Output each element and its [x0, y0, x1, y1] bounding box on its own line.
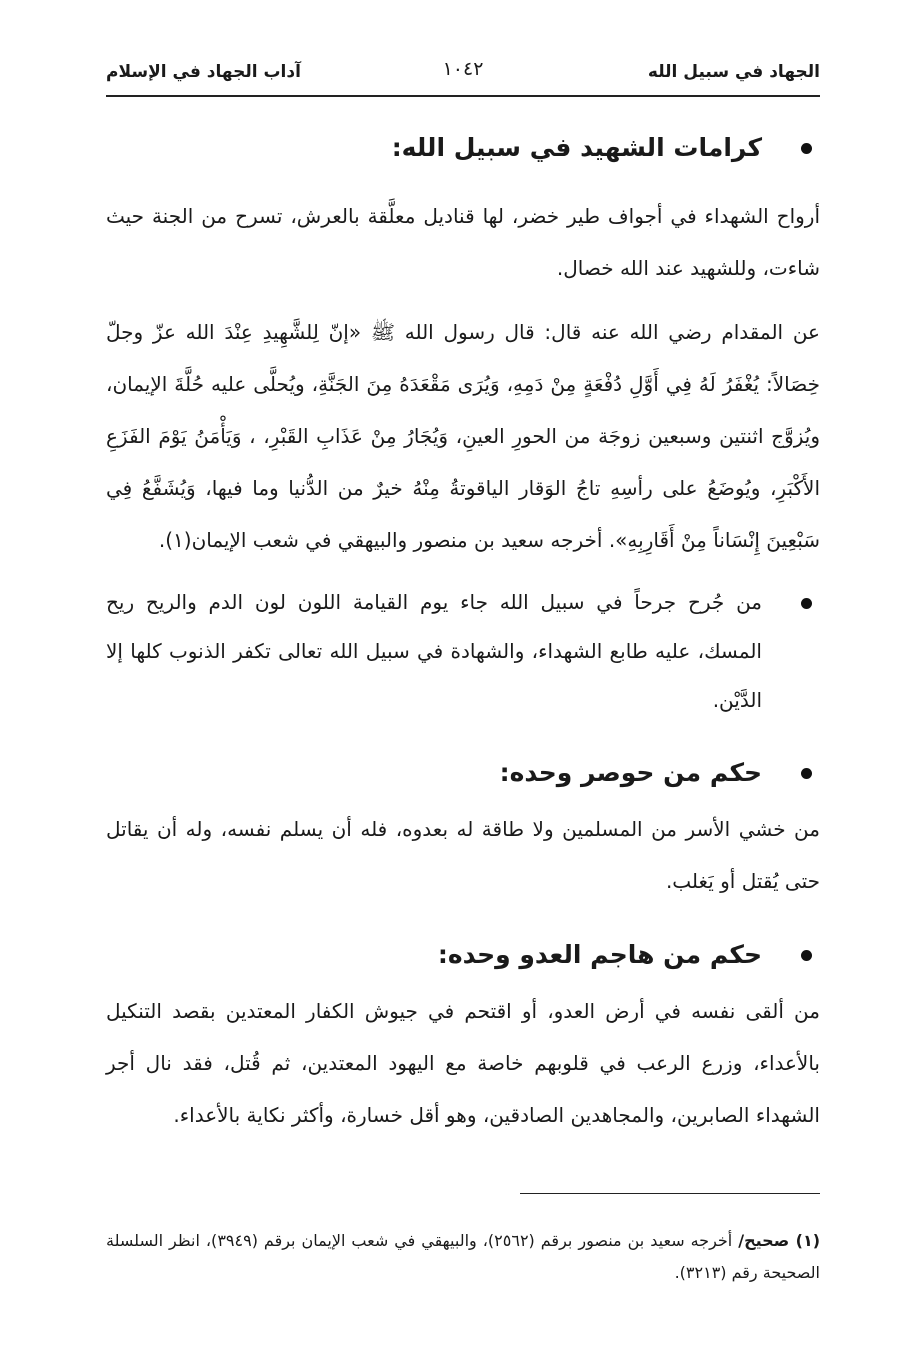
paragraph-besieged: من خشي الأسر من المسلمين ولا طاقة له بعدوه، فله أن يسلم نفسه، وله أن يقاتل حتى يُقتل أو يَغلب.: [106, 817, 820, 893]
page-body: [106, 118, 820, 1141]
spacer: [106, 907, 820, 925]
heading-text: حكم من هاجم العدو وحده:: [437, 940, 762, 969]
paragraph-lone-attack: من ألقى نفسه في أرض العدو، أو اقتحم في جيوش الكفار المعتدين بقصد التنكيل بالأعداء، وزرع الرعب في قلوبهم خاصة مع اليهود المعتدين، ثم قُتل، فقد نال أجر الشهداء الصابرين، والمجاهدين الصادقين، وهو أقل خسارة، وأكثر نكاية بالأعداء.: [106, 999, 820, 1127]
bullet-paragraph-wounded: [106, 578, 820, 725]
spacer: [106, 725, 820, 743]
paragraph-hadith: عن المقدام رضي الله عنه قال: قال رسول الله ﷺ «إنّ لِلشَّهِيدِ عِنْدَ الله عزّ وجلّ خِصَالاً: يُغْفَرُ لَهُ فِي أَوَّلِ دُفْعَةٍ مِنْ دَمِهِ، وَيُرَى مَقْعَدَهُ مِنَ الجَنَّةِ، ويُحلَّى عليه حُلَّةَ الإيمان، ويُزوَّج اثنتين وسبعين زوجَة من الحورِ العينِ، وَيُجَارُ مِنْ عَذَابِ القَبْرِ، ، وَيَأْمَنُ يَوْمَ الفَزَعِ الأَكْبَرِ، ويُوضَعُ على رأسِهِ تاجُ الوَقار الياقوتةُ مِنْهُ خيرٌ من الدُّنيا وما فيها، وَيُشَفَّعُ فِي سَبْعِينَ إِنْسَاناً مِنْ أَقَارِبِهِ». أخرجه سعيد بن منصور والبيهقي في شعب الإيمان(١).: [106, 320, 820, 552]
section-heading-lone-attack: [106, 925, 820, 985]
header-rule: [106, 95, 820, 97]
section-heading-martyr-honors: [106, 118, 820, 178]
spacer: [106, 566, 820, 578]
footnote-rule: [520, 1193, 820, 1194]
bullet-icon: [801, 143, 812, 154]
spacer: [106, 178, 820, 190]
section-heading-besieged: [106, 743, 820, 803]
footnote-label: (١) صحيح/: [738, 1231, 821, 1250]
footnote: [106, 1225, 820, 1289]
spacer: [106, 294, 820, 306]
heading-text: حكم من حوصر وحده:: [499, 758, 762, 787]
header-chapter-title: آداب الجهاد في الإسلام: [106, 62, 301, 82]
bullet-text: من جُرح جرحاً في سبيل الله جاء يوم القيامة اللون لون الدم والريح ريح المسك، عليه طابع الشهداء، والشهادة في سبيل الله تعالى تكفر الذنوب كلها إلا الدَّيْن.: [106, 590, 762, 712]
footnote-text: أخرجه سعيد بن منصور برقم (٢٥٦٢)، والبيهقي في شعب الإيمان برقم (٣٩٤٩)، انظر السلسلة الصحيحة رقم (٣٢١٣).: [106, 1231, 820, 1282]
page-number: ١٠٤٢: [442, 58, 484, 80]
header-book-title: الجهاد في سبيل الله: [647, 62, 820, 82]
bullet-icon: [801, 598, 812, 609]
heading-text: كرامات الشهيد في سبيل الله:: [391, 133, 762, 162]
bullet-icon: [801, 768, 812, 779]
running-header: [106, 58, 820, 92]
bullet-icon: [801, 950, 812, 961]
paragraph-martyr-souls: أرواح الشهداء في أجواف طير خضر، لها قناديل معلَّقة بالعرش، تسرح من الجنة حيث شاءت، وللشهيد عند الله خصال.: [106, 204, 820, 280]
